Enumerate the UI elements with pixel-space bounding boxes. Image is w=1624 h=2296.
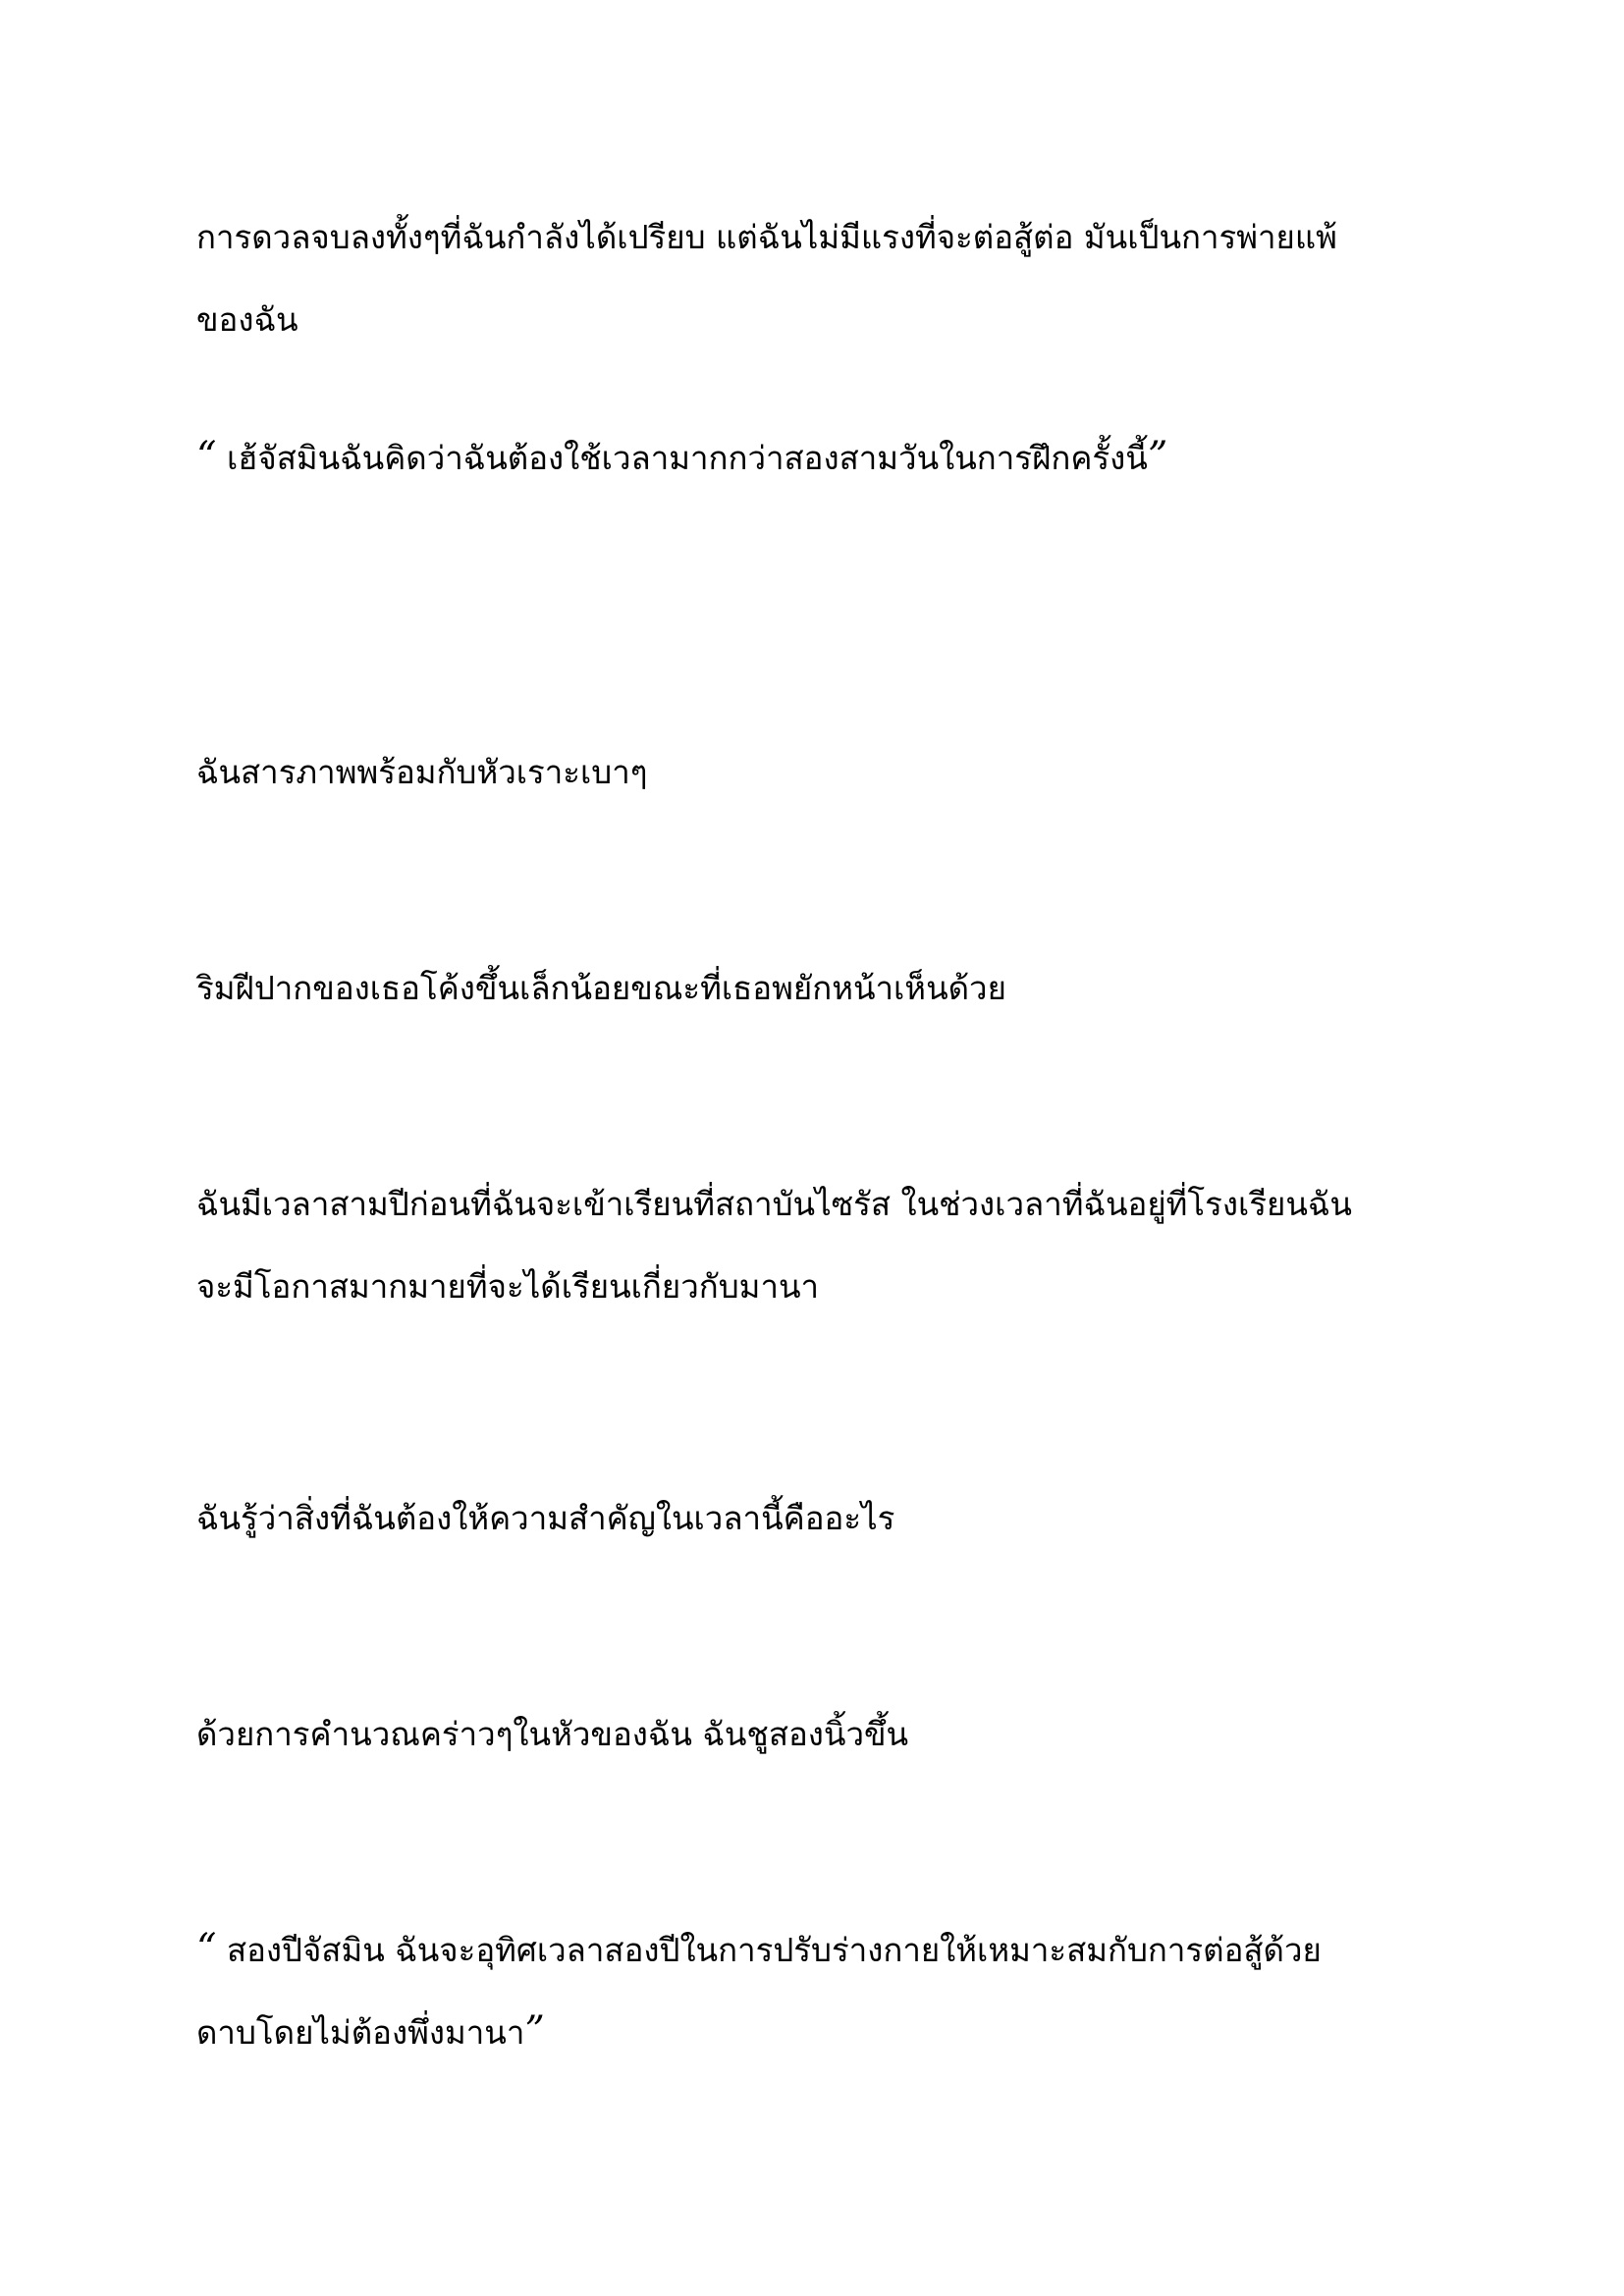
paragraph-duel-ends (196, 196, 1473, 361)
dialogue-text: สองปีจัสมิน ฉันจะอุทิศเวลาสองปีในการปรับร่างกายให้เหมาะสมกับการต่อสู้ด้วย (216, 1931, 1322, 1969)
paragraph-line: จะมีโอกาสมากมายที่จะได้เรียนเกี่ยวกับมานา (196, 1267, 820, 1306)
paragraph-line: ด้วยการคำนวณคร่าวๆในหัวของฉัน ฉันชูสองนิ้วขึ้น (196, 1715, 909, 1753)
paragraph-line: ฉันสารภาพพร้อมกับหัวเราะเบาๆ (196, 753, 648, 791)
paragraph-line: ริมฝีปากของเธอโค้งขึ้นเล็กน้อยขณะที่เธอพยักหน้าเห็นด้วย (196, 969, 1006, 1007)
dialogue-text: ดาบโดยไม่ต้องพึ่งมานา (196, 2013, 525, 2052)
close-quote: ” (524, 2008, 545, 2054)
open-quote: “ (196, 434, 217, 479)
paragraph-dialogue-two-years (196, 1909, 1473, 2074)
paragraph-dialogue-jasmine (196, 417, 1473, 500)
paragraph-line: ฉันรู้ว่าสิ่งที่ฉันต้องให้ความสำคัญในเวลานี้คืออะไร (196, 1499, 895, 1537)
paragraph-line: ฉันมีเวลาสามปีก่อนที่ฉันจะเข้าเรียนที่สถาบันไซรัส ในช่วงเวลาที่ฉันอยู่ที่โรงเรียนฉัน (196, 1185, 1352, 1223)
paragraph-line: การดวลจบลงทั้งๆที่ฉันกำลังได้เปรียบ แต่ฉันไม่มีแรงที่จะต่อสู้ต่อ มันเป็นการพ่ายแพ้ (196, 218, 1337, 256)
paragraph-two-fingers (196, 1693, 1473, 1776)
dialogue-text: เฮ้จัสมินฉันคิดว่าฉันต้องใช้เวลามากกว่าสองสามวันในการฝึกครั้งนี้ (216, 439, 1148, 477)
open-quote: “ (196, 1926, 217, 1971)
paragraph-smile (196, 947, 1473, 1030)
paragraph-three-years (196, 1163, 1473, 1328)
paragraph-line: ของฉัน (196, 300, 298, 339)
paragraph-priority (196, 1477, 1473, 1560)
paragraph-confession (196, 731, 1473, 814)
close-quote: ” (1147, 434, 1168, 479)
